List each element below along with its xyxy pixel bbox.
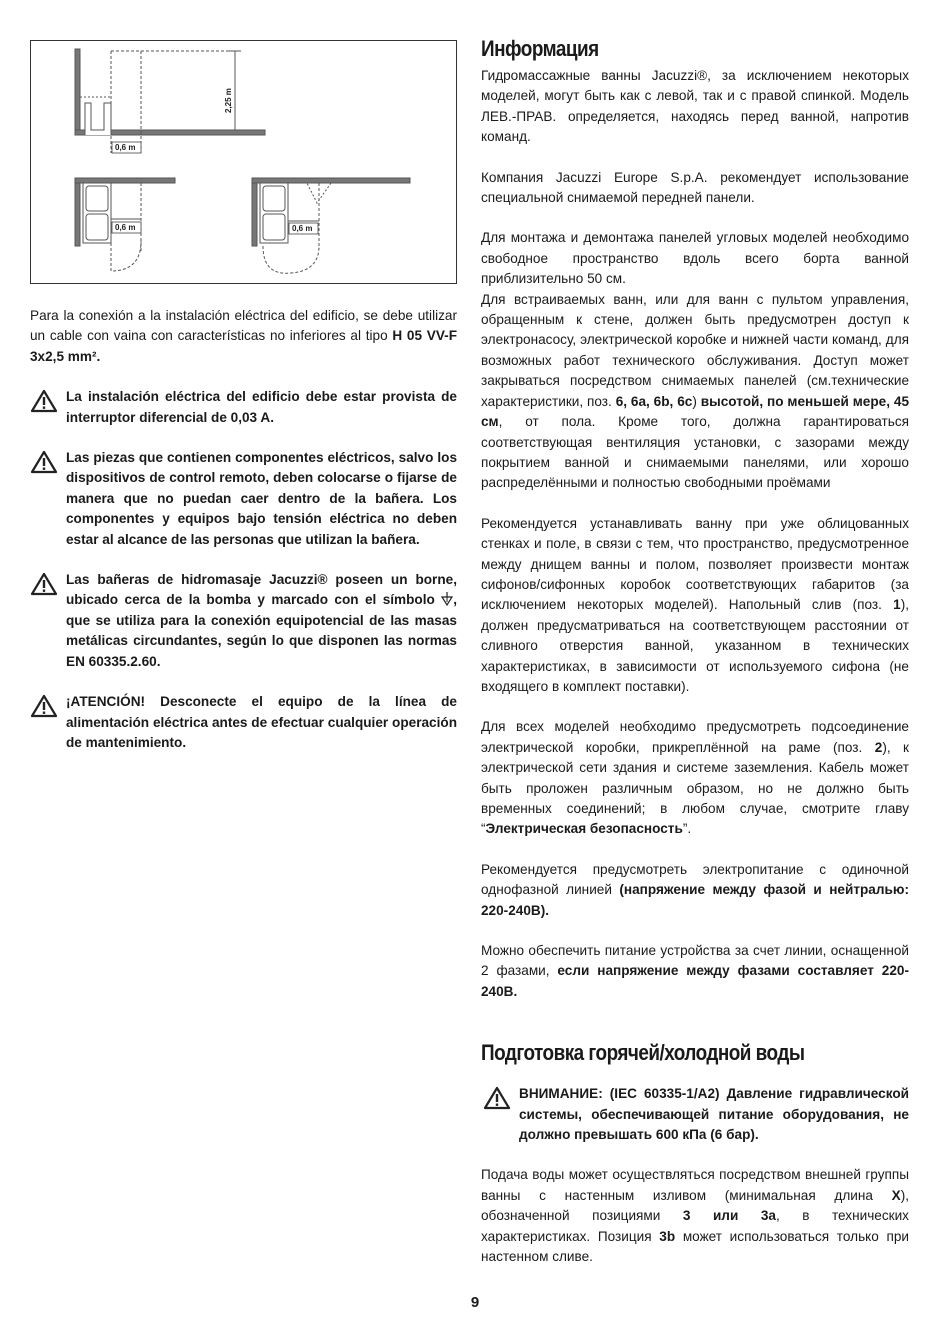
section-title-water: Подготовка горячей/холодной воды xyxy=(481,1040,805,1066)
width-label-right: 0,6 m xyxy=(292,224,313,233)
paragraph-models: Гидромассажные ванны Jacuzzi®, за исключением некоторых моделей, могут быть как с левой, так и с правой спинкой. Модель ЛЕВ.-ПРАВ. определяется, находясь перед ванной, напротив команд. xyxy=(481,68,909,145)
warning-icon xyxy=(30,450,58,474)
warning-components: Las piezas que contienen componentes eléctricos, salvo los dispositivos de control remoto, deben colocarse o fijarse de manera que no puedan caer dentro de la bañera. Los componentes y equipos bajo tensión eléctrica no deben estar al alcance de las personas que utilizan la bañera. xyxy=(30,448,457,550)
clearance-diagram xyxy=(30,40,457,284)
warning-disconnect: ¡ATENCIÓN! Desconecte el equipo de la línea de alimentación eléctrica antes de efectuar cualquier operación de mantenimiento. xyxy=(30,692,457,753)
paragraph-panel: Компания Jacuzzi Europe S.p.A. рекомендует использование специальной снимаемой передней панели. xyxy=(481,169,909,206)
warning-pressure: ВНИМАНИЕ: (IEC 60335-1/A2) Давление гидравлической системы, обеспечивающей питание оборудования, не должно превышать 600 кПа (6 бар). xyxy=(481,1084,909,1145)
warning-icon xyxy=(30,694,58,718)
page-number: 9 xyxy=(470,1294,480,1311)
paragraph-corner-models: Для монтажа и демонтажа панелей угловых моделей необходимо свободное пространство вдоль всего борта ванной приблизительно 50 см. xyxy=(481,230,909,287)
height-label: 2,25 m xyxy=(224,88,233,113)
paragraph-water-supply: Подача воды может осуществляться посредством внешней группы ванны с настенным изливом (минимальная длина X), обозначенной позициями 3 или 3a, в технических характеристиках. Позиция 3b может использоваться только при настенном сливе. xyxy=(481,1167,909,1265)
width-label-left: 0,6 m xyxy=(115,223,136,232)
warning-icon xyxy=(30,572,58,596)
clearance-diagram-drawing xyxy=(31,41,456,283)
paragraph-access: Для встраиваемых ванн, или для ванн с пультом управления, обращенным к стене, должен быть предусмотрен доступ к электронасосу, электрической коробке и нижней части команд, для возможных работ технического обслуживания. Доступ может закрываться посредством снимаемых панелей (см.технические характеристики, поз. 6, 6a, 6b, 6c) высотой, по меньшей мере, 45 см, от пола. Кроме того, должна гарантироваться соответствующая вентиляция установки, с зазорами между покрытием ванной и снимаемыми панелями, или хорошо распределёнными и полностью свободными проёмами xyxy=(481,291,909,491)
cable-paragraph: Para la conexión a la instalación eléctrica del edificio, se debe utilizar un cable con vaina con características no inferiores al tipo H 05 VV-F 3x2,5 mm². xyxy=(30,308,457,364)
warning-icon xyxy=(483,1086,511,1110)
section-title-information: Информация xyxy=(481,36,599,61)
equipotential-symbol-icon xyxy=(441,592,453,606)
paragraph-installation: Рекомендуется устанавливать ванну при уже облицованных стенках и поле, в связи с тем, что пространство, предусмотренное между днищем ванны и полом, позволяет произвести монтаж сифонов/сифонных коробок соответствующих габаритов (за исключением некоторых моделей). Напольный слив (поз. 1), должен предусматриваться на соответствующем расстоянии от сливного отверстия ванной, указанном в технических характеристиках, в зависимости от используемого сифона (не входящего в комплект поставки). xyxy=(481,515,909,694)
left-column xyxy=(30,40,457,753)
warning-differential: La instalación eléctrica del edificio debe estar provista de interruptor diferencial de 0,03 A. xyxy=(30,387,457,428)
warning-icon xyxy=(30,389,58,413)
warning-equipotential: Las bañeras de hidromasaje Jacuzzi® poseen un borne, ubicado cerca de la bomba y marcado con el símbolo , que se utiliza para la conexión equipotencial de las masas metálicas circundantes, según lo que disponen las normas EN 60335.2.60. xyxy=(30,570,457,672)
paragraph-two-phase: Можно обеспечить питание устройства за счет линии, оснащенной 2 фазами, если напряжение между фазами составляет 220-240В. xyxy=(481,943,909,999)
width-label-top: 0,6 m xyxy=(115,143,136,152)
right-column xyxy=(481,34,909,1268)
paragraph-electrical-box: Для всех моделей необходимо предусмотреть подсоединение электрической коробки, прикреплённой на раме (поз. 2), к электрической сети здания и системе заземления. Кабель может быть проложен различным образом, но не должно быть временных соединений; в любом случае, смотрите главу “Электрическая безопасность”. xyxy=(481,719,909,837)
paragraph-single-phase: Рекомендуется предусмотреть электропитание с одиночной однофазной линией (напряжение между фазой и нейтралью: 220-240В). xyxy=(481,861,909,918)
